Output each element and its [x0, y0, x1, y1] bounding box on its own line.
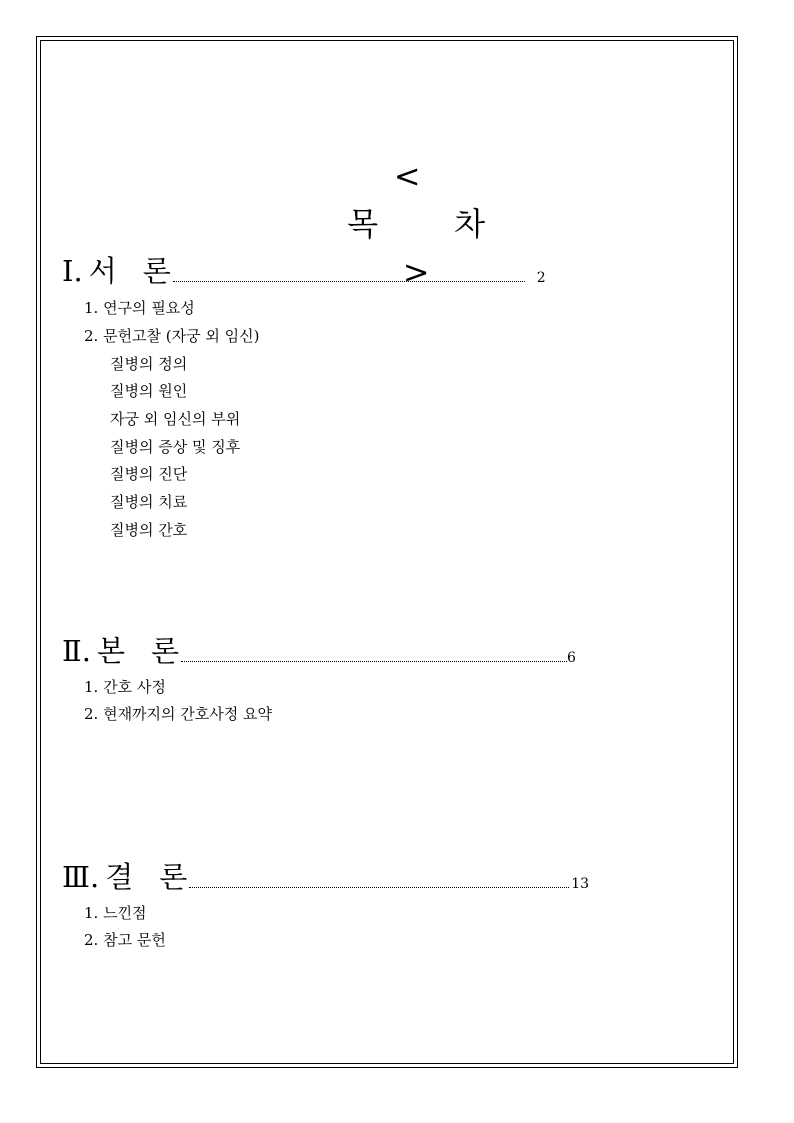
- toc-item[interactable]: 1. 연구의 필요성: [84, 299, 195, 317]
- section-word-1: 본: [96, 634, 125, 668]
- toc-item[interactable]: 2. 현재까지의 간호사정 요약: [84, 705, 273, 723]
- title-word-cha: 차: [454, 205, 486, 243]
- section-heading-body[interactable]: [62, 634, 576, 668]
- page-number: 2: [536, 270, 546, 286]
- section-heading-intro[interactable]: [62, 254, 546, 288]
- toc-subitem[interactable]: 질병의 진단: [110, 465, 188, 483]
- section-heading-conclusion[interactable]: [62, 860, 589, 894]
- toc-subitem[interactable]: 질병의 치료: [110, 493, 188, 511]
- toc-subitem[interactable]: 자궁 외 임신의 부위: [110, 410, 241, 428]
- toc-item[interactable]: 1. 느낀점: [84, 904, 147, 922]
- section-numeral: Ⅰ.: [62, 254, 83, 288]
- page-number: 13: [571, 876, 590, 892]
- toc-item[interactable]: 1. 간호 사정: [84, 678, 166, 696]
- toc-subitem[interactable]: 질병의 간호: [110, 521, 188, 539]
- dot-leader: [181, 660, 567, 662]
- dot-leader: [173, 280, 525, 282]
- title-left-bracket: <: [393, 157, 421, 195]
- toc-title: [0, 104, 794, 291]
- toc-item[interactable]: 2. 참고 문헌: [84, 931, 166, 949]
- toc-item[interactable]: 2. 문헌고찰 (자궁 외 임신): [84, 327, 260, 345]
- section-word-2: 론: [159, 860, 188, 894]
- page-number: 6: [566, 650, 576, 666]
- section-numeral: Ⅲ.: [62, 860, 100, 894]
- section-word-2: 론: [142, 254, 171, 288]
- toc-subitem[interactable]: 질병의 정의: [110, 355, 188, 373]
- title-word-mok: 목: [347, 205, 379, 243]
- title-right-bracket: >: [402, 253, 430, 291]
- section-numeral: Ⅱ.: [62, 634, 91, 668]
- toc-subitem[interactable]: 질병의 증상 및 징후: [110, 438, 241, 456]
- dot-leader: [189, 886, 569, 888]
- section-word-2: 론: [150, 634, 179, 668]
- toc-subitem[interactable]: 질병의 원인: [110, 382, 188, 400]
- section-word-1: 서: [88, 254, 117, 288]
- section-word-1: 결: [105, 860, 134, 894]
